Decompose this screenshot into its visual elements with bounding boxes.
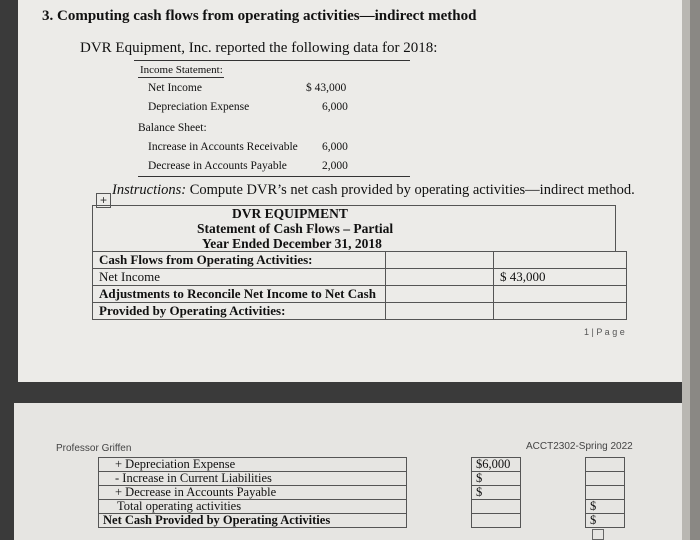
table-resize-handle-icon[interactable] (592, 529, 604, 540)
spacer-cell (521, 514, 586, 528)
ap-value: 2,000 (322, 160, 348, 172)
net-income-value: $ 43,000 (306, 82, 347, 94)
row-label[interactable]: + Decrease in Accounts Payable (99, 486, 407, 500)
table-row (99, 500, 625, 514)
amount-cell[interactable] (472, 514, 521, 528)
page-number: 1 | P a g e (584, 327, 625, 337)
total-cell[interactable]: $ (586, 500, 625, 514)
amount-cell[interactable]: $ (472, 486, 521, 500)
statement-period: Year Ended December 31, 2018 (202, 236, 382, 251)
table-row (93, 269, 627, 286)
income-statement-underline (138, 77, 224, 78)
spacer-cell (521, 486, 586, 500)
depreciation-label: Depreciation Expense (148, 101, 250, 113)
amount-cell[interactable] (386, 252, 494, 269)
top-rule (134, 60, 410, 61)
problem-intro: DVR Equipment, Inc. reported the following data for 2018: (80, 40, 438, 56)
spacer-cell (521, 458, 586, 472)
row-label[interactable]: - Increase in Current Liabilities (99, 472, 407, 486)
total-cell[interactable] (586, 458, 625, 472)
problem-title: 3. Computing cash flows from operating activities—indirect method (42, 8, 477, 24)
total-cell[interactable] (494, 252, 627, 269)
balance-sheet-label: Balance Sheet: (138, 122, 207, 134)
income-statement-label: Income Statement: (140, 64, 223, 76)
total-cell[interactable] (494, 303, 627, 320)
row-label[interactable]: Cash Flows from Operating Activities: (93, 252, 386, 269)
spacer-cell (407, 500, 472, 514)
instructions (112, 182, 635, 199)
amount-cell[interactable]: $ (472, 472, 521, 486)
table-row (99, 458, 625, 472)
ar-label: Increase in Accounts Receivable (148, 141, 298, 153)
footer-right: ACCT2302-Spring 2022 (526, 441, 633, 452)
spacer-cell (407, 472, 472, 486)
ap-label: Decrease in Accounts Payable (148, 160, 287, 172)
total-cell[interactable] (586, 486, 625, 500)
total-cell[interactable]: $ 43,000 (494, 269, 627, 286)
bottom-rule (138, 176, 410, 177)
spacer-cell (407, 458, 472, 472)
row-label[interactable]: Adjustments to Reconcile Net Income to Net Cash (93, 286, 386, 303)
spacer-cell (521, 472, 586, 486)
net-income-label: Net Income (148, 82, 202, 94)
amount-cell[interactable] (386, 269, 494, 286)
spacer-cell (407, 486, 472, 500)
amount-cell[interactable]: $6,000 (472, 458, 521, 472)
row-label[interactable]: Net Cash Provided by Operating Activities (99, 514, 407, 528)
amount-cell[interactable] (472, 500, 521, 514)
row-label[interactable]: Total operating activities (99, 500, 407, 514)
total-cell[interactable] (586, 472, 625, 486)
total-cell[interactable] (494, 286, 627, 303)
amount-cell[interactable] (386, 286, 494, 303)
amount-cell[interactable] (386, 303, 494, 320)
row-label[interactable]: Provided by Operating Activities: (93, 303, 386, 320)
table-row (93, 286, 627, 303)
depreciation-value: 6,000 (322, 101, 348, 113)
statement-title: Statement of Cash Flows – Partial (197, 221, 394, 236)
spacer-cell (521, 500, 586, 514)
row-label[interactable]: + Depreciation Expense (99, 458, 407, 472)
row-label[interactable]: Net Income (93, 269, 386, 286)
spacer-cell (407, 514, 472, 528)
table-row (93, 303, 627, 320)
cash-flow-table-continued (98, 457, 625, 528)
ar-value: 6,000 (322, 141, 348, 153)
background-strip (690, 0, 700, 540)
table-row (99, 486, 625, 500)
statement-company: DVR EQUIPMENT (232, 206, 348, 221)
instructions-label: Instructions: (112, 182, 187, 198)
table-row (99, 514, 625, 528)
table-move-handle-icon[interactable]: + (96, 193, 111, 208)
footer-left: Professor Griffen (56, 443, 132, 454)
table-row (93, 252, 627, 269)
cash-flow-table (92, 251, 627, 320)
table-row (99, 472, 625, 486)
instructions-text: Compute DVR’s net cash provided by operating activities—indirect method. (186, 182, 635, 198)
total-cell[interactable]: $ (586, 514, 625, 528)
